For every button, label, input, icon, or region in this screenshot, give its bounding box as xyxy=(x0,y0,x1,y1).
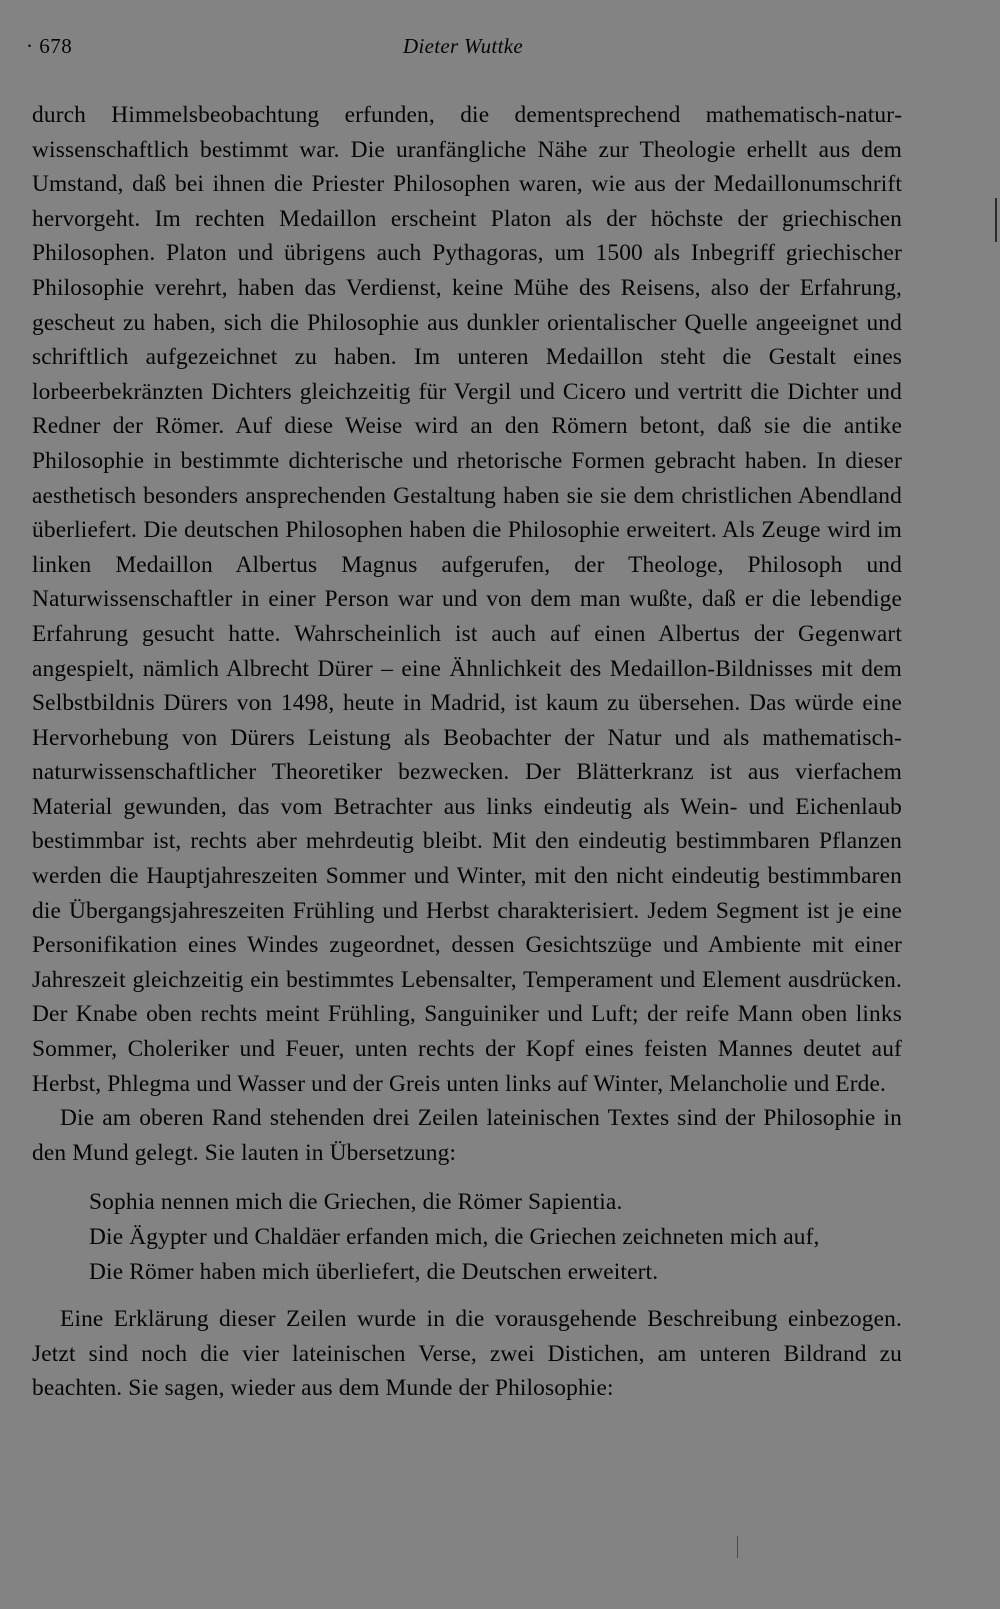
scan-edge-mark xyxy=(737,1536,738,1558)
paragraph-latin-lines-intro: Die am oberen Rand stehenden drei Zeilen lateinischen Textes sind der Philosophie in den Mund gelegt. Sie lauten in Übersetzung: xyxy=(32,1105,902,1166)
paragraph-medaillons: durch Himmelsbeobachtung erfunden, die dementsprechend mathematisch-naturwissenschaftlich bestimmt war. Die uranfängliche Nähe zur Theologie erhellt aus dem Umstand, daß bei ihnen die Priester Philosophen waren, wie aus der Medaillonumschrift hervorgeht. Im rechten Medaillon erscheint Platon als der höchste der griechischen Philosophen. Platon und übrigens auch Pythagoras, um 1500 als Inbegriff griechischer Philosophie verehrt, haben das Verdienst, keine Mühe des Reisens, also der Erfahrung, gescheut zu haben, sich die Philosophie aus dunkler orientalischer Quelle angeeignet und schriftlich aufgezeichnet zu haben. Im unteren Medaillon steht die Gestalt eines lorbeerbekränzten Dichters gleichzeitig für Vergil und Cicero und vertritt die Dichter und Redner der Römer. Auf diese Weise wird an den Römern betont, daß sie die antike Philosophie in bestimmte dichterische und rhetorische Formen gebracht haben. In dieser aesthetisch besonders ansprechenden Gestaltung haben sie sie dem christlichen Abendland überliefert. Die deutschen Philosophen haben die Philosophie erweitert. Als Zeuge wird im linken Medaillon Albertus Magnus aufgerufen, der Theologe, Philosoph und Naturwissenschaftler in einer Person war und von dem man wußte, daß er die lebendige Erfahrung gesucht hatte. Wahrscheinlich ist auch auf einen Albertus der Gegenwart angespielt, nämlich Albrecht Dürer – eine Ähnlichkeit des Medaillon-Bildnisses mit dem Selbstbildnis Dürers von 1498, heute in Madrid, ist kaum zu übersehen. Das würde eine Hervorhebung von Dürers Leistung als Beobachter der Natur und als mathematisch-naturwissenschaftlicher Theoretiker bezwecken. Der Blätterkranz ist aus vierfachem Material gewunden, das vom Betrachter aus links eindeutig als Wein- und Eichenlaub bestimmbar ist, rechts aber mehrdeutig bleibt. Mit den eindeutig bestimmbaren Pflanzen werden die Hauptjahreszeiten Sommer und Winter, mit den nicht eindeutig bestimmbaren die Übergangsjahreszeiten Frühling und Herbst charakterisiert. Jedem Segment ist je eine Personifikation eines Windes zugeordnet, dessen Gesichtszüge und Ambiente mit einer Jahreszeit gleichzeitig ein bestimmtes Lebensalter, Temperament und Element ausdrücken. Der Knabe oben rechts meint Frühling, Sanguiniker und Luft; der reife Mann oben links Sommer, Choleriker und Feuer, unten rechts der Kopf eines feisten Mannes deutet auf Herbst, Phlegma und Wasser und der Greis unten links auf Winter, Melancholie und Erde. xyxy=(32,102,902,1097)
body-text xyxy=(32,98,902,1406)
translation-quote xyxy=(89,1185,902,1289)
page-number: · 678 xyxy=(26,34,73,58)
paragraph-closing: Eine Erklärung dieser Zeilen wurde in die vorausgehende Beschreibung einbezogen. Jetzt sind noch die vier lateinischen Verse, zwei Distichen, am unteren Bildrand zu beachten. Sie sagen, wieder aus dem Munde der Philosophie: xyxy=(32,1306,902,1402)
quote-line: Die Ägypter und Chaldäer erfanden mich, die Griechen zeichneten mich auf, xyxy=(89,1224,820,1250)
quote-line: Die Römer haben mich überliefert, die Deutschen erweitert. xyxy=(89,1258,659,1285)
quote-line: Sophia nennen mich die Griechen, die Römer Sapientia. xyxy=(89,1189,623,1216)
scan-edge-mark xyxy=(995,198,997,242)
page-header xyxy=(26,34,546,64)
running-head-author: Dieter Wuttke xyxy=(403,34,523,58)
